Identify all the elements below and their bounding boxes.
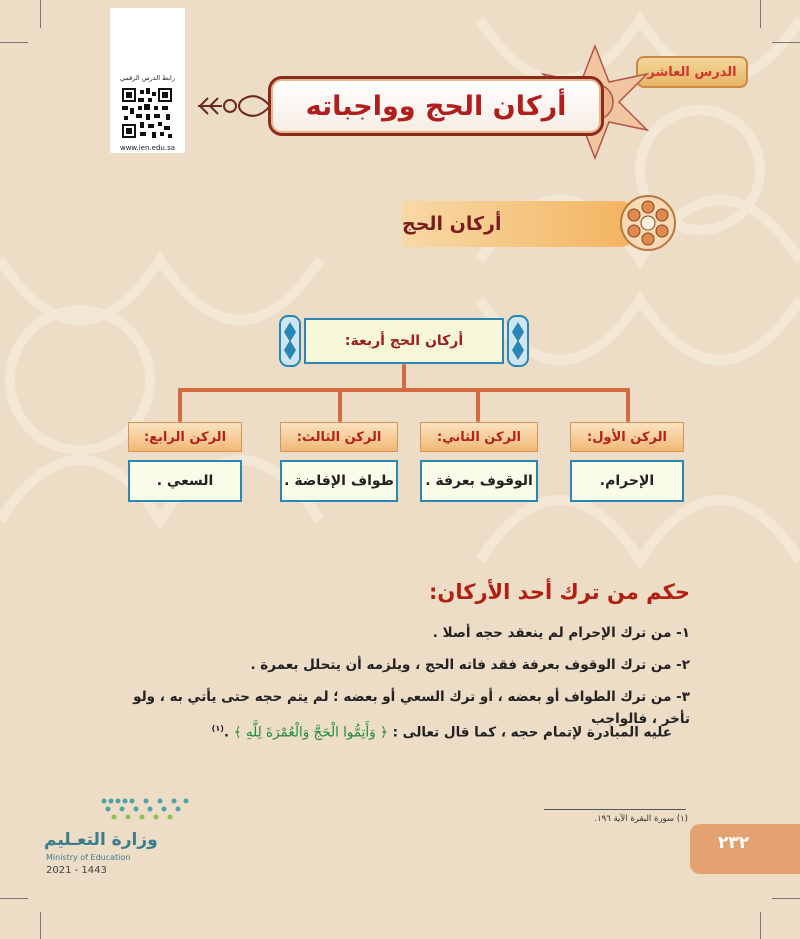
page-number: ٢٣٢: [718, 833, 750, 853]
quran-verse: ﴿ وَأَتِمُّوا الْحَجَّ وَالْعُمْرَةَ لِلَّهِ ﴾: [233, 724, 388, 741]
footnote-reference: (١): [211, 724, 224, 733]
crop-mark: [772, 898, 800, 899]
ruling-heading: حكم من ترك أحد الأركان:: [429, 580, 690, 604]
pillar-2-value: الوقوف بعرفة .: [420, 460, 538, 502]
crop-mark: [0, 898, 28, 899]
crop-mark: [40, 0, 41, 28]
ruling-item-2: ٢- من ترك الوقوف بعرفة فقد فاته الحج ، ويلزمه أن يتحلل بعمرة .: [250, 657, 690, 673]
ruling-item-3-suffix: .: [223, 724, 234, 741]
crop-mark: [772, 42, 800, 43]
connector-drop-4: [178, 388, 182, 422]
qr-code-icon[interactable]: [122, 88, 172, 138]
pillar-3-value: طواف الإفاضة .: [280, 460, 398, 502]
section-rosette-icon: [618, 193, 678, 253]
crop-mark: [760, 912, 761, 939]
footnote-divider: [544, 809, 686, 810]
connector-drop-1: [626, 388, 630, 422]
section-title: أركان الحج: [402, 201, 642, 247]
ministry-name-en: Ministry of Education: [46, 853, 131, 862]
pillar-1-value: الإحرام.: [570, 460, 684, 502]
pillar-1-label: الركن الأول:: [570, 422, 684, 452]
lesson-badge: الدرس العاشر: [636, 56, 748, 88]
ministry-name-ar: وزارة التعـليم: [44, 830, 158, 850]
ruling-item-3-line-1: ٣- من ترك الطواف أو بعضه ، أو ترك السعي أو بعضه ؛ لم يتم حجه حتى يأتي به ، ولو تأخر ، فالواجب: [133, 689, 690, 727]
qr-card: [110, 8, 185, 153]
connector-drop-2: [476, 388, 480, 422]
ruling-item-3-line-2: [102, 718, 672, 744]
qr-caption: رابط الدرس الرقمي: [120, 74, 175, 82]
pillar-4-label: الركن الرابع:: [128, 422, 242, 452]
ministry-year: 2021 - 1443: [46, 865, 107, 876]
footnote-text: (١) سورة البقرة الآية ١٩٦.: [594, 814, 688, 824]
title-flourish-icon: [196, 86, 272, 126]
pillar-3-label: الركن الثالث:: [280, 422, 398, 452]
pillar-4-value: السعي .: [128, 460, 242, 502]
lesson-title: أركان الحج وواجباته: [268, 76, 604, 136]
qr-url[interactable]: www.ien.edu.sa: [119, 144, 176, 152]
pillar-2-label: الركن الثاني:: [420, 422, 538, 452]
connector-drop-3: [338, 388, 342, 422]
crop-mark: [40, 912, 41, 939]
ruling-item-1: ١- من ترك الإحرام لم ينعقد حجه أصلا .: [432, 625, 690, 641]
crop-mark: [0, 42, 28, 43]
ministry-logo-icon: [100, 795, 192, 825]
ruling-item-3-prefix: عليه المبادرة لإتمام حجه ، كما قال تعالى :: [392, 724, 672, 741]
crop-mark: [760, 0, 761, 28]
main-box-ornament-left-icon: [276, 314, 304, 368]
pillars-main-box: أركان الحج أربعة:: [304, 318, 504, 364]
main-box-ornament-right-icon: [504, 314, 532, 368]
connector-vertical-main: [402, 364, 406, 390]
connector-horizontal: [178, 388, 630, 392]
